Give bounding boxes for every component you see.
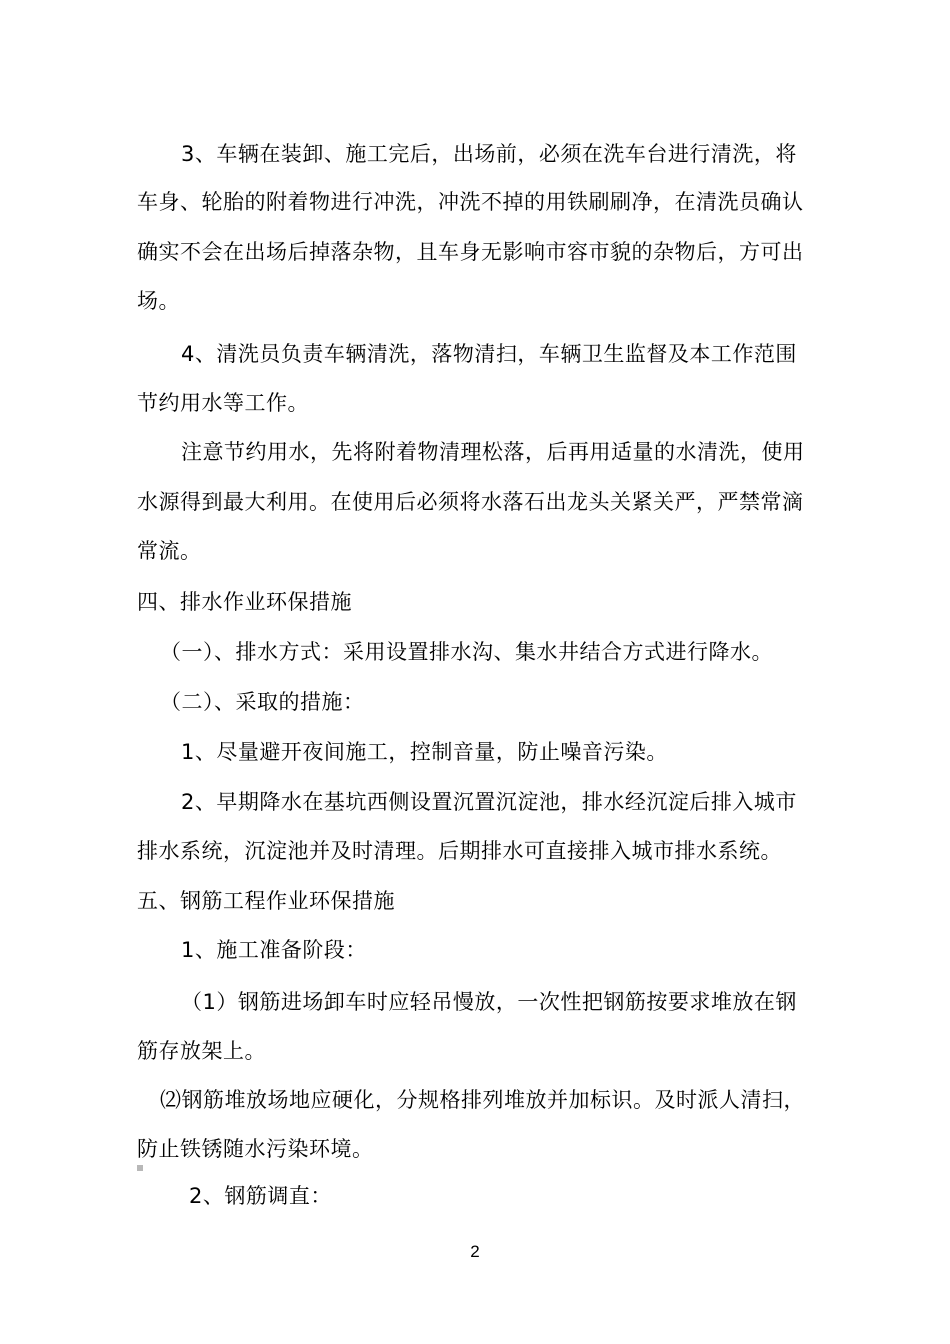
text-line: 3、车辆在装卸、施工完后，出场前，必须在洗车台进行清洗，将 (181, 142, 797, 166)
text-line: 确实不会在出场后掉落杂物，且车身无影响市容市貌的杂物后，方可出 (137, 240, 804, 264)
margin-marker (137, 1165, 143, 1171)
text-line: 场。 (137, 289, 180, 313)
text-line: 4、清洗员负责车辆清洗，落物清扫，车辆卫生监督及本工作范围 (181, 342, 797, 366)
text-line: （二）、采取的措施： (160, 690, 365, 714)
text-line: （一）、排水方式：采用设置排水沟、集水井结合方式进行降水。 (160, 640, 773, 664)
text-line: 2、早期降水在基坑西侧设置沉置沉淀池，排水经沉淀后排入城市 (181, 790, 797, 814)
section-heading: 四、排水作业环保措施 (137, 590, 352, 614)
text-line: 常流。 (137, 539, 202, 563)
page-number: 2 (470, 1242, 480, 1261)
text-line: （1）钢筋进场卸车时应轻吊慢放，一次性把钢筋按要求堆放在钢 (181, 990, 797, 1014)
text-line: 1、尽量避开夜间施工，控制音量，防止噪音污染。 (181, 740, 668, 764)
text-line: ⑵钢筋堆放场地应硬化，分规格排列堆放并加标识。及时派人清扫， (160, 1088, 805, 1112)
text-line: 1、施工准备阶段： (181, 938, 367, 962)
text-line: 排水系统，沉淀池并及时清理。后期排水可直接排入城市排水系统。 (137, 839, 782, 863)
text-line: 水源得到最大利用。在使用后必须将水落石出龙头关紧关严，严禁常滴 (137, 490, 804, 514)
text-line: 2、钢筋调直： (189, 1184, 332, 1208)
text-line: 注意节约用水，先将附着物清理松落，后再用适量的水清洗，使用 (181, 440, 805, 464)
text-line: 节约用水等工作。 (137, 391, 309, 415)
text-line: 车身、轮胎的附着物进行冲洗，冲洗不掉的用铁刷刷净，在清洗员确认 (137, 190, 804, 214)
section-heading: 五、钢筋工程作业环保措施 (137, 889, 395, 913)
text-line: 筋存放架上。 (137, 1039, 266, 1063)
text-line: 防止铁锈随水污染环境。 (137, 1137, 374, 1161)
